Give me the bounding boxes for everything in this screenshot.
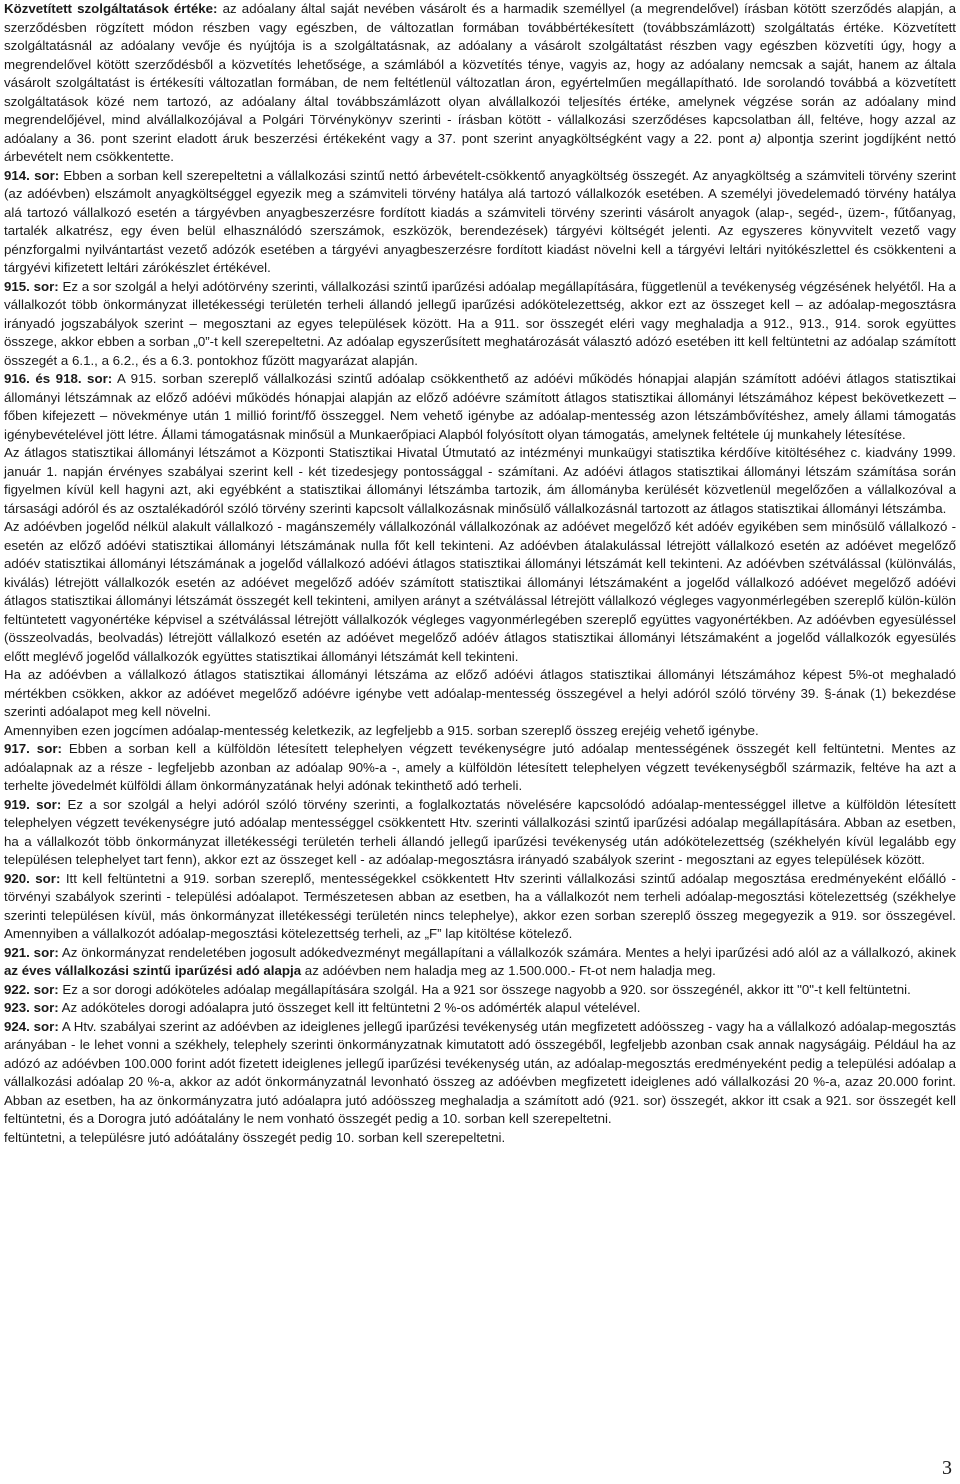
body-text: Amennyiben ezen jogcímen adóalap-mentesség keletkezik, az legfeljebb a 915. sorban szereplő összeg erejéig vehető igénybe. <box>4 722 759 738</box>
paragraph <box>4 518 956 666</box>
body-text: Itt kell feltüntetni a 919. sorban szereplő, mentességekkel csökkentett Htv szerinti vállalkozási szintű adóalap megosztása eredményeként előálló - törvényi szabályok szerinti - települési adóalapot. Természetesen abban az esetben, ha a vállalkozót nem terheli adóalap-megosztási kötelezettség (székhelye szerinti településen kívül, más önkormányzat illetékességi területén nincs telephelye), akkor ezen sorban szereplő összeg megegyezik a 919. sor összegével. Amennyiben a vállalkozót adóalap-megosztási kötelezettség terheli, az „F” lap kitöltése kötelező. <box>4 870 956 941</box>
body-text: alpontja szerint jogdíjként nettó árbevételt nem csökkentette. <box>4 130 956 164</box>
bold-text: 920. sor: <box>4 870 61 886</box>
bold-text: 924. sor: <box>4 1018 59 1034</box>
paragraph <box>4 167 956 278</box>
paragraph <box>4 444 956 518</box>
paragraph <box>4 0 956 167</box>
bold-text: Közvetített szolgáltatások értéke: <box>4 1 218 16</box>
paragraph <box>4 944 956 981</box>
paragraph <box>4 722 956 741</box>
paragraph <box>4 278 956 371</box>
paragraph <box>4 740 956 796</box>
body-text: a) <box>749 130 762 146</box>
bold-text: 917. sor: <box>4 741 62 756</box>
paragraph <box>4 1018 956 1129</box>
body-text: Az adóévben jogelőd nélkül alakult vállalkozó - magánszemély vállalkozónál vállalkozónak az adóévet megelőző két adóév egyikében sem minősülő vállalkozó - esetén az előző adóévi statisztikai állományi létszámának nulla főt kell tekinteni. Az adóévben átalakulással létrejött vállalkozó esetén az adóévet megelőző adóév statisztikai állományi létszámának a jogelőd vállalkozó adóévi átlagos statisztikai állományi létszámát kell tekinteni. Az adóévben szétválással (különválás, kiválás) létrejött vállalkozók esetén az adóévet megelőző adóév számított statisztikai állományi létszámaként a jogelőd vállalkozó adóévet megelőző adóévi átlagos statisztikai állományi létszámát összegét kell tekinteni, amilyen arányt a szétválással létrejött vállalkozó végleges vagyonmérlegében szereplő külön-külön feltüntetett vagyonértéke képvisel a szétválással létrejött vállalkozók végleges vagyonmérlegében szereplő együttes vagyonértékben. Az adóévben egyesüléssel (összeolvadás, beolvadás) létrejött vállalkozó esetén az adóévet megelőző adóév átlagos statisztikai állományi létszámaként a jogelőd vállalkozók egyesülés előtt meglévő jogelőd vállalkozók együttes statisztikai állományi létszámát kell tekinteni. <box>4 519 956 664</box>
bold-text: 921. sor: <box>4 944 59 960</box>
bold-text: 914. <box>4 167 30 183</box>
paragraph <box>4 981 956 1000</box>
body-text: Ha az adóévben a vállalkozó átlagos statisztikai állományi létszáma az előző adóévi átlagos statisztikai állományi létszámához képest 5%-ot meghaladó mértékben csökken, akkor az adóévet megelőző adóévre igénybe vett adóalap-mentesség összegével a helyi adóról szóló törvény 39. §-ának (1) bekezdése szerinti adóalapot meg kell növelni. <box>4 667 956 719</box>
body-text: Ez a sor szolgál a helyi adótörvény szerinti, vállalkozási szintű iparűzési adóalap megállapítására, függetlenül a tevékenység végzésének helyétől. Ha a vállalkozót több önkormányzat illetékességi területén terheli állandó jellegű iparűzési adókötelezettség, akkor ezt az összeget kell – az adóalap-megosztásra irányadó jogszabályok szerint – megosztani az egyes települések között. Ha a 911. sor összegét eléri vagy meghaladja a 912., 913., 914. sorok együttes összege, akkor ebben a sorban „0”-t kell szerepeltetni. Az adóalap egyszerűsített meghatározását választó adózó esetében itt kell feltüntetni az adóalap számított összegét a 6.1., a 6.2., és a 6.3. pontokhoz fűzött magyarázat alapján. <box>4 278 956 368</box>
bold-text: 916. és 918. sor: <box>4 371 113 386</box>
paragraph <box>4 999 956 1018</box>
body-text: Az átlagos statisztikai állományi létszámot a Központi Statisztikai Hivatal Útmutató az intézményi munkaügyi statisztika kérdőíve kitöltéséhez c. kiadvány 1999. január 1. napján érvényes szabályai szerint kell - két tizedesjegy pontossággal - számítani. Az adóévi átlagos statisztikai állományi létszám számítása során figyelmen kívül kell hagyni azt, aki egyébként a statisztikai állományi létszámba tartozik, ám állományba kerülését közvetlenül megelőzően a vállalkozóval a társasági adóról és az osztalékadóról szóló törvény szerinti kapcsolt vállalkozásnak minősülő vállalkozásnál tartozott az átlagos statisztikai állományi létszámba. <box>4 445 956 516</box>
body-text: Ebben a sorban kell a külföldön létesített telephelyen végzett tevékenységre jutó adóalap mentességének összegét kell feltüntetni. Mentes az adóalapnak az a része - legfeljebb azonban az adóalap 90%-a -, amely a külföldön létesített telephelyen végzett tevékenységből származik, feltéve ha azt a terhelte jövedelmét külföldi állam önkormányzatának helyi adónak tekinthető adó terheli. <box>4 741 956 793</box>
page-number: 3 <box>942 1457 952 1479</box>
body-text: az adóévben nem haladja meg az 1.500.000.- Ft-ot nem haladja meg. <box>301 963 716 978</box>
paragraph <box>4 1129 956 1148</box>
bold-text: az éves vállalkozási szintű iparűzési adó alapja <box>4 963 302 978</box>
bold-text: 919. sor: <box>4 796 62 812</box>
body-text: feltüntetni, a településre jutó adóátalány összegét pedig 10. sorban kell szerepeltetni. <box>4 1129 506 1145</box>
bold-text: 915. sor: <box>4 278 59 294</box>
body-text: Ebben a sorban kell szerepeltetni a vállalkozási szintű nettó árbevételt-csökkentő anyagköltség összegét. Az anyagköltség a számviteli törvény szerint (az adóévben) elszámolt anyagköltséggel egyezik meg a számviteli törvény hatálya alá tartozó vállalkozók esetében. A személyi jövedelemadó törvény hatálya alá tartozó vállalkozó esetén a tárgyévben anyagbeszerzésre fordított kiadás a számviteli törvény szerinti vásárolt anyagok (alap-, segéd-, üzem-, fűtőanyag, tartalék alkatrész, egy éven belül elhasználódó szerszámok, eszközök, berendezések) tárgyévi költségét jelenti. Az egyszeres könyvvitelt vezető vagy pénzforgalmi nyilvántartást vezető adózók esetében a tárgyévi anyagbeszerzésre fordított kiadást növelni kell a tárgyévi leltári nyitókészlettel és csökkenteni a tárgyévi kifizetett leltári zárókészlet értékével. <box>4 167 956 275</box>
bold-text: 923. sor: <box>4 1000 59 1015</box>
paragraph <box>4 666 956 722</box>
body-text: Ez a sor szolgál a helyi adóról szóló törvény szerinti, a foglalkoztatás növelésére kapcsolódó adóalap-mentességgel illetve a külföldön létesített telephelyen végzett tevékenységre jutó adóalap mentességgel csökkentett Htv. szerinti vállalkozási szintű iparűzési adóalap megállapítására. Abban az esetben, ha a vállalkozót több önkormányzat illetékességi területén terheli állandó jellegű iparűzési tevékenység után adókötelezettség (székhelyén kívül legalább egy településen telephelyet tart fenn), akkor ezt az összeget kell - az adóalap-megosztásra irányadó szabályok szerint - megosztani az egyes települések között. <box>4 796 956 867</box>
bold-text: 922. sor: <box>4 981 59 997</box>
document-body <box>4 0 956 1147</box>
body-text: Ez a sor dorogi adóköteles adóalap megállapítására szolgál. Ha a 921 sor összege nagyobb a 920. sor összegénél, akkor itt "0"-t kell feltüntetni. <box>58 981 911 997</box>
body-text: Az önkormányzat rendeletében jogosult adókedvezményt megállapítani a vállalkozók számára. Mentes a helyi iparűzési adó alól az a vállalkozó, akinek <box>58 944 956 960</box>
body-text: Az adóköteles dorogi adóalapra jutó összeget kell itt feltüntetni 2 %-os adómérték alapul vételével. <box>58 1000 641 1015</box>
paragraph <box>4 870 956 944</box>
body-text: A 915. sorban szereplő vállalkozási szintű adóalap csökkenthető az adóévi működés hónapjai alapján számított adóévi átlagos statisztikai állományi létszámnak az előző adóévi működés hónapjai alapján az előző adóévre számított átlagos statisztikai állományi létszámához képest bekövetkezett – főben kifejezett – növekménye után 1 millió forint/fő összeggel. Nem vehető igénybe az adóalap-mentesség azon létszámbővítéshez, amely állami támogatás igénybevételével jött létre. Állami támogatásnak minősül a Munkaerőpiaci Alapból folyósított olyan támogatás, amelynek feltétele új munkahely létesítése. <box>4 371 956 442</box>
paragraph <box>4 370 956 444</box>
body-text: A Htv. szabályai szerint az adóévben az ideiglenes jellegű iparűzési tevékenység után megfizetett adóösszeg - vagy ha a vállalkozó adóalap-megosztás arányában - le lehet vonni a székhely, telephely szerinti önkormányzatnak kimutatott adó összegéből, legfeljebb azonban csak annak nagyságáig. Például ha az adózó az adóévben 100.000 forint adót fizetett ideiglenes jellegű iparűzési tevékenység után, az adóalap-megosztás eredményeként pedig a települési adóalap a vállalkozási adóalap 20 %-a, akkor az adót önkormányzatnál levonható összeg az adóévben megfizetett ideiglenes adó vállalkozási 20 %-a, azaz 20.000 forint. Abban az esetben, ha az önkormányzatra jutó adóalapra jutó adóösszeg meghaladja a számított adó (921. sor) összegét, akkor itt csak a 921. sor összegét kell feltüntetni, és a Dorogra jutó adóátalány le nem vonható összegét pedig a 10. sorban kell szerepeltetni. <box>4 1018 956 1126</box>
body-text: az adóalany által saját nevében vásárolt és a harmadik személlyel (a megrendelővel) írásban kötött szerződés alapján, a szerződésben rögzített módon részben vagy egészben, de változatlan formában továbbértékesített (továbbszámlázott) szolgáltatás értéke. Közvetített szolgáltatásnál az adóalany vevője és nyújtója is a szolgáltatásnak, az adóalany a vásárolt szolgáltatást részben vagy egészben közvetíti úgy, hogy a megrendelővel kötött szerződésből a közvetítés lehetősége, a számlából a közvetítés ténye, vagyis az, hogy az adóalany nemcsak a saját, hanem az általa vásárolt szolgáltatást is értékesíti változatlan formában, de nem feltétlenül változatlan áron, egyértelműen megállapítható. Ide sorolandó továbbá a közvetített szolgáltatások közé nem tartozó, az adóalany által továbbszámlázott olyan alvállalkozói teljesítés értéke, amelynek végzése során az adóalany mind megrendelőjével, mind alvállalkozójával a Polgári Törvénykönyv szerinti - írásban kötött - vállalkozási szerződéses kapcsolatban áll, feltéve, hogy azzal az adóalany a 36. pont szerint eladott áruk beszerzési értékeként vagy a 37. pont szerint anyagköltségként vagy a 22. pont <box>4 1 956 146</box>
bold-text: sor: <box>29 167 60 183</box>
paragraph <box>4 796 956 870</box>
